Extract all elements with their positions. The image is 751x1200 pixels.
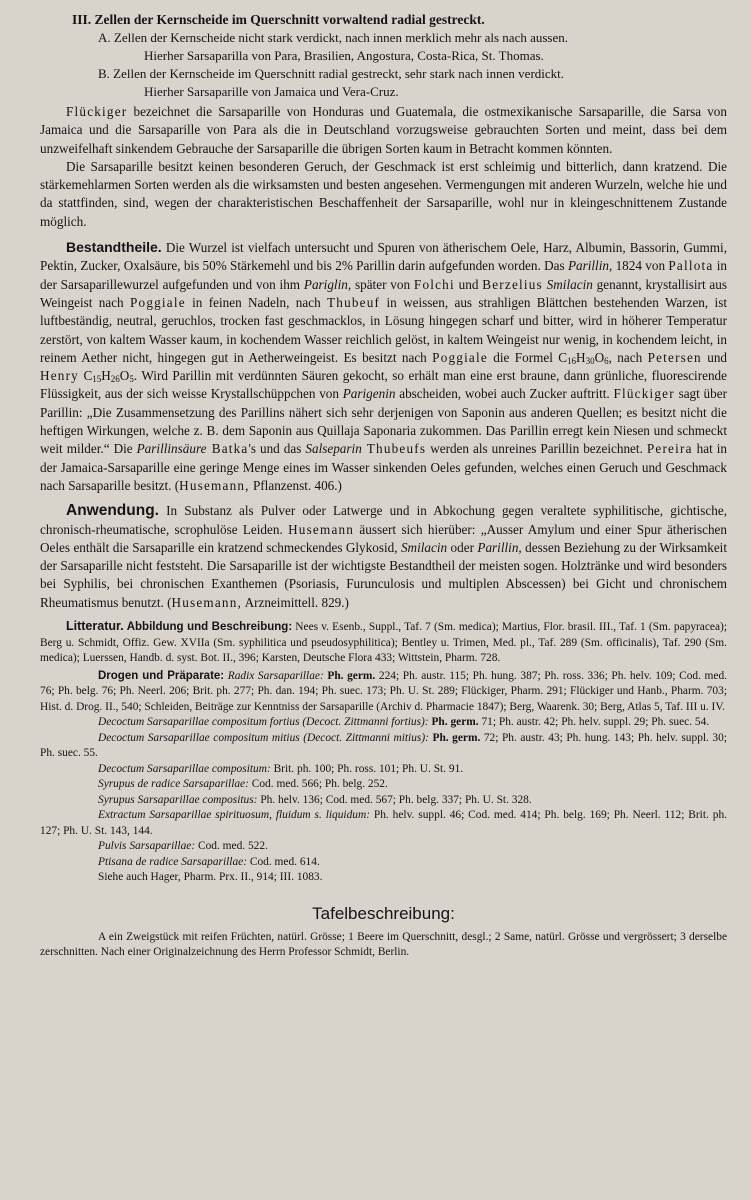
formula-part: H	[576, 349, 586, 365]
drogen-text: 224; Ph. austr. 115; Ph. hung. 387; Ph. ross. 336; Ph. helv. 109; Cod. med. 76; Ph. belg. 76; Ph. Neerl. 206; Brit. ph. 277; Ph. dan. 194; Ph. suec. 173; Ph. U. St. 289; Flückiger, Pharm. 291; Flückiger und Hanb., Pharm. 703; Hist. d. Drog. II., 540; Schleiden, Beiträge zur Kenntniss der Sarsaparille (Archiv d. Pharmacie 1847); Berg, Waarenk. 30; Berg, Atlas 5, Taf. III u. IV.	[40, 669, 727, 713]
author-name: Flückiger	[66, 104, 128, 119]
author-name: Thubeuf	[327, 294, 381, 310]
term: Parillin,	[477, 539, 522, 555]
term: Smilacin	[542, 276, 593, 292]
text-run: in der Sarsaparillewurzel aufgefunden und von ihm	[40, 258, 728, 292]
preparation-refs: Siehe auch Hager, Pharm. Prx. II., 914; III. 1083.	[98, 871, 323, 884]
text-run: 1824 von	[612, 258, 669, 274]
formula-sub: 5	[129, 374, 134, 385]
section-heading: Litteratur.	[66, 619, 124, 634]
formula-sub: 16	[567, 355, 577, 366]
text-run: und	[454, 276, 483, 292]
text-run: Die Wurzel ist vielfach untersucht und Spuren von ätherischem Oele, Harz, Albumin, Bassorin, Gummi, Pektin, Zucker, Oxalsäure, bis 50% Stärkemehl und bis 2% Parillin darin aufgefunden worden. Das	[40, 240, 727, 274]
preparation-name: Decoctum Sarsaparillae compositum fortius (Decoct. Zittmanni fortius):	[98, 716, 429, 729]
text-run: und	[701, 349, 728, 365]
term: Parillinsäure	[136, 441, 207, 457]
pharmacopoeia-ref: Ph. germ.	[428, 716, 479, 729]
section-heading: Bestandtheile.	[66, 239, 162, 256]
subsection-b: B. Zellen der Kernscheide im Querschnitt radial gestreckt, sehr stark nach innen verdickt.	[98, 66, 565, 81]
author-name: Petersen	[647, 349, 702, 365]
text-run: Arzneimittell. 829.)	[242, 594, 349, 610]
term: Pariglin,	[303, 276, 352, 292]
preparation-item	[40, 793, 727, 809]
formula-part: O	[119, 368, 130, 384]
subsection-a-cont: Hierher Sarsaparilla von Para, Brasilien, Angostura, Costa-Rica, St. Thomas.	[144, 48, 544, 63]
author-name: Pallota	[668, 258, 714, 274]
formula-part: O	[594, 349, 605, 365]
subsection-b-cont: Hierher Sarsaparille von Jamaica und Vera-Cruz.	[144, 84, 399, 99]
preparation-refs: 72; Ph. austr. 43; Ph. hung. 143; Ph. helv. suppl. 30; Ph. suec. 55.	[40, 731, 727, 760]
text-run: oder	[447, 539, 478, 555]
plate-description-title: Tafelbeschreibung:	[312, 903, 455, 923]
preparation-name: Pulvis Sarsaparillae:	[98, 840, 196, 853]
author-name: Husemann,	[171, 594, 242, 610]
author-name: Thubeufs	[361, 441, 427, 457]
preparation-name: Decoctum Sarsaparillae compositum mitius (Decoct. Zittmanni mitius):	[98, 731, 429, 744]
text-run: C	[78, 368, 93, 384]
preparation-item	[40, 808, 727, 839]
preparation-refs: Cod. med. 566; Ph. belg. 252.	[248, 778, 388, 791]
preparation-item	[40, 870, 727, 886]
section-heading: III. Zellen der Kernscheide im Querschnitt vorwaltend radial gestreckt.	[72, 12, 485, 27]
author-name: Poggiale	[432, 349, 488, 365]
text-run: in feinen Nadeln, nach	[185, 294, 328, 310]
formula-sub: 30	[585, 355, 595, 366]
preparation-refs: 71; Ph. austr. 42; Ph. helv. suppl. 29; Ph. suec. 54.	[478, 716, 710, 729]
author-name: Pereira	[646, 441, 693, 457]
term: Parillin,	[567, 258, 613, 274]
literature-block	[40, 619, 727, 667]
literature-text: Nees v. Esenb., Suppl., Taf. 7 (Sm. medica); Martius, Flor. brasil. III., Taf. 1 (Sm. papyracea); Berg u. Schmidt, Offiz. Gew. XVIIa (Sm. syphilitica und pseudosyphilitica); Bentley u. Trimen, Med. pl., Taf. 289 (Sm. officinalis), Taf. 290 (Sm. medica); Luerssen, Handb. d. syst. Bot. II., 396; Karsten, Deutsche Flora 433; Wittstein, Pharm. 728.	[40, 621, 727, 665]
text-run: werden als unreines Parillin bezeichnet.	[426, 441, 647, 457]
paragraph-bestandtheile	[40, 238, 727, 495]
preparation-item	[40, 715, 727, 731]
preparation-name: Decoctum Sarsaparillae compositum:	[98, 762, 271, 775]
formula-sub: 15	[92, 374, 102, 385]
preparation-refs: Cod. med. 614.	[247, 855, 320, 868]
text-run: später von	[351, 276, 414, 292]
text-run: . Wird Parillin mit verdünnten Säuren gekocht, so erhält man eine erst braune, dann grünliche, fluorescirende Flüssigkeit, aus der sich weisse Krystallschüppchen von	[40, 368, 728, 402]
preparation-name: Extractum Sarsaparillae spirituosum, fluidum s. liquidum:	[98, 809, 370, 822]
preparation-refs: Brit. ph. 100; Ph. ross. 101; Ph. U. St. 91.	[270, 762, 464, 775]
paragraph-flueckiger	[40, 103, 727, 158]
text-run: äussert sich hierüber: „Ausser Amylum und einer Spur ätherischen Oeles enthält die Sarsaparille ein kratzend schmeckendes Glykosid,	[40, 521, 727, 555]
author-name: Folchi	[413, 276, 455, 292]
author-name: Husemann	[288, 521, 355, 537]
formula-part: H	[101, 368, 111, 384]
section-heading: Anwendung.	[66, 502, 159, 520]
text-run: , nach	[608, 349, 648, 365]
preparation-refs: Cod. med. 522.	[195, 840, 268, 853]
pharmacopoeia-ref: Ph. germ.	[428, 731, 481, 744]
author-name: Poggiale	[130, 294, 186, 310]
term: Salseparin	[305, 441, 362, 457]
term: Smilacin	[400, 539, 448, 555]
pharmacopoeia-ref: Ph. germ.	[323, 669, 376, 682]
preparation-item	[40, 777, 727, 793]
author-name: Henry	[40, 368, 79, 384]
text-run: hat in der Jamaica-Sarsaparille eine geringe Menge eines im Wasser sinkenden Oeles gefunden, welches einen Geruch und Geschmack nach Sarsaparille besitzt. (	[40, 441, 728, 493]
text-run: genannt, krystallisirt aus Weingeist nach	[40, 276, 728, 310]
author-name: Husemann,	[179, 477, 250, 493]
sub-heading: Drogen und Präparate:	[98, 669, 225, 682]
text-run: in weissen, aus strahligen Blättchen bestehenden Warzen, ist luftbeständig, neutral, geruchlos, trocken fast geschmacklos, in Lösung hingegen scharf und bitter, wird in höherer Temperatur zerstört, von kaltem Wasser kaum, in kochendem Wasser reichlich gelöst, in kaltem Weingeist nur wenig, in kochendem leicht, in reinem Aether nicht, hingegen gut in Aetherweingeist. Es besitzt nach	[40, 294, 727, 365]
text-run: die Formel C	[487, 349, 568, 365]
preparation-item	[40, 762, 727, 778]
preparation-item	[40, 731, 727, 762]
author-name: Berzelius	[482, 276, 543, 292]
preparation-list	[40, 715, 727, 886]
drogen-block	[40, 669, 727, 716]
formula-sub: 6	[604, 355, 609, 366]
preparation-name: Syrupus Sarsaparillae compositus:	[98, 793, 258, 806]
preparation-name: Ptisana de radice Sarsaparillae:	[98, 855, 248, 868]
preparation-name: Syrupus de radice Sarsaparillae:	[98, 778, 249, 791]
formula-sub: 26	[110, 374, 120, 385]
subsection-a: A. Zellen der Kernscheide nicht stark verdickt, nach innen merklich mehr als nach aussen.	[98, 30, 568, 45]
preparation-item	[40, 839, 727, 855]
preparation-item	[40, 855, 727, 871]
sub-heading: Abbildung und Beschreibung:	[123, 621, 293, 634]
preparation-refs: Ph. helv. 136; Cod. med. 567; Ph. belg. 337; Ph. U. St. 328.	[257, 793, 532, 806]
text-run: In Substanz als Pulver oder Latwerge und in Abkochung gegen veraltete syphilitische, gichtische, chronisch-rheumatische, scrophulöse Leiden.	[40, 503, 727, 537]
paragraph-geruch: Die Sarsaparille besitzt keinen besonderen Geruch, der Geschmack ist erst schleimig und bitterlich, dann kratzend. Die stärkemehlarmen Sorten werden als die wirksamsten und besten angesehen. Vermengungen mit anderen Wurzeln, welche hie und da stattfinden, sind, wegen der charakteristischen Beschaffenheit der Sarsaparille, wohl nur in kleingeschnittenem Zustande möglich.	[40, 158, 727, 229]
text-run: sagt über Parillin: „Die Zusammensetzung des Parillins nähert sich sehr derjenigen von Saponin aus anderen Quellen; es besitzt nicht die heftigen Wirkungen, welche z. B. dem Saponin aus Quillaja Saponaria zukommen. Das Parillin erregt kein Niesen und schmeckt weit milder.“ Die	[40, 386, 727, 457]
paragraph-anwendung	[40, 502, 727, 612]
author-name: Batka	[206, 441, 249, 457]
text-run: abscheiden, wobei auch Zucker auftritt.	[395, 386, 614, 402]
paragraph-text: bezeichnet die Sarsaparille von Honduras und Guatemala, die ostmexikanische Sarsaparille, die Sarsa von Jamaica und die Sarsaparille von Para als die in Deutschland vorzugsweise gebrauchten Sorten und meint, dass bei dem unzweifelhaft sinkendem Gebrauche der Sarsaparille die übrigen Sorten kaum in Betracht kommen könnten.	[40, 104, 727, 156]
drug-name: Radix Sarsaparillae:	[224, 669, 324, 682]
text-run: Pflanzenst. 406.)	[249, 477, 342, 493]
text-run: 's und das	[248, 441, 306, 457]
plate-description-text: A ein Zweigstück mit reifen Früchten, natürl. Grösse; 1 Beere im Querschnitt, desgl.; 2 Same, natürl. Grösse und vergrössert; 3 derselbe zerschnitten. Nach einer Originalzeichnung des Herrn Professor Schmidt, Berlin.	[40, 930, 727, 959]
author-name: Flückiger	[613, 386, 675, 402]
term: Parigenin	[342, 386, 396, 402]
text-run: dessen Beziehung zu der Wirksamkeit der Sarsaparille nicht feststeht. Die Sarsaparille ist der wichtigste Bestandtheil der meisten sogen. Holztränke und wird besonders bei Syphilis, bei chronischen Exanthemen (Psoriasis, Furunculosis und multiplen Abscessen) bei Gicht und chronischem Rheumatismus benutzt. (	[40, 539, 727, 610]
preparation-refs: Ph. helv. suppl. 46; Cod. med. 414; Ph. belg. 169; Ph. Neerl. 112; Brit. ph. 127; Ph. U. St. 143, 144.	[40, 809, 727, 837]
